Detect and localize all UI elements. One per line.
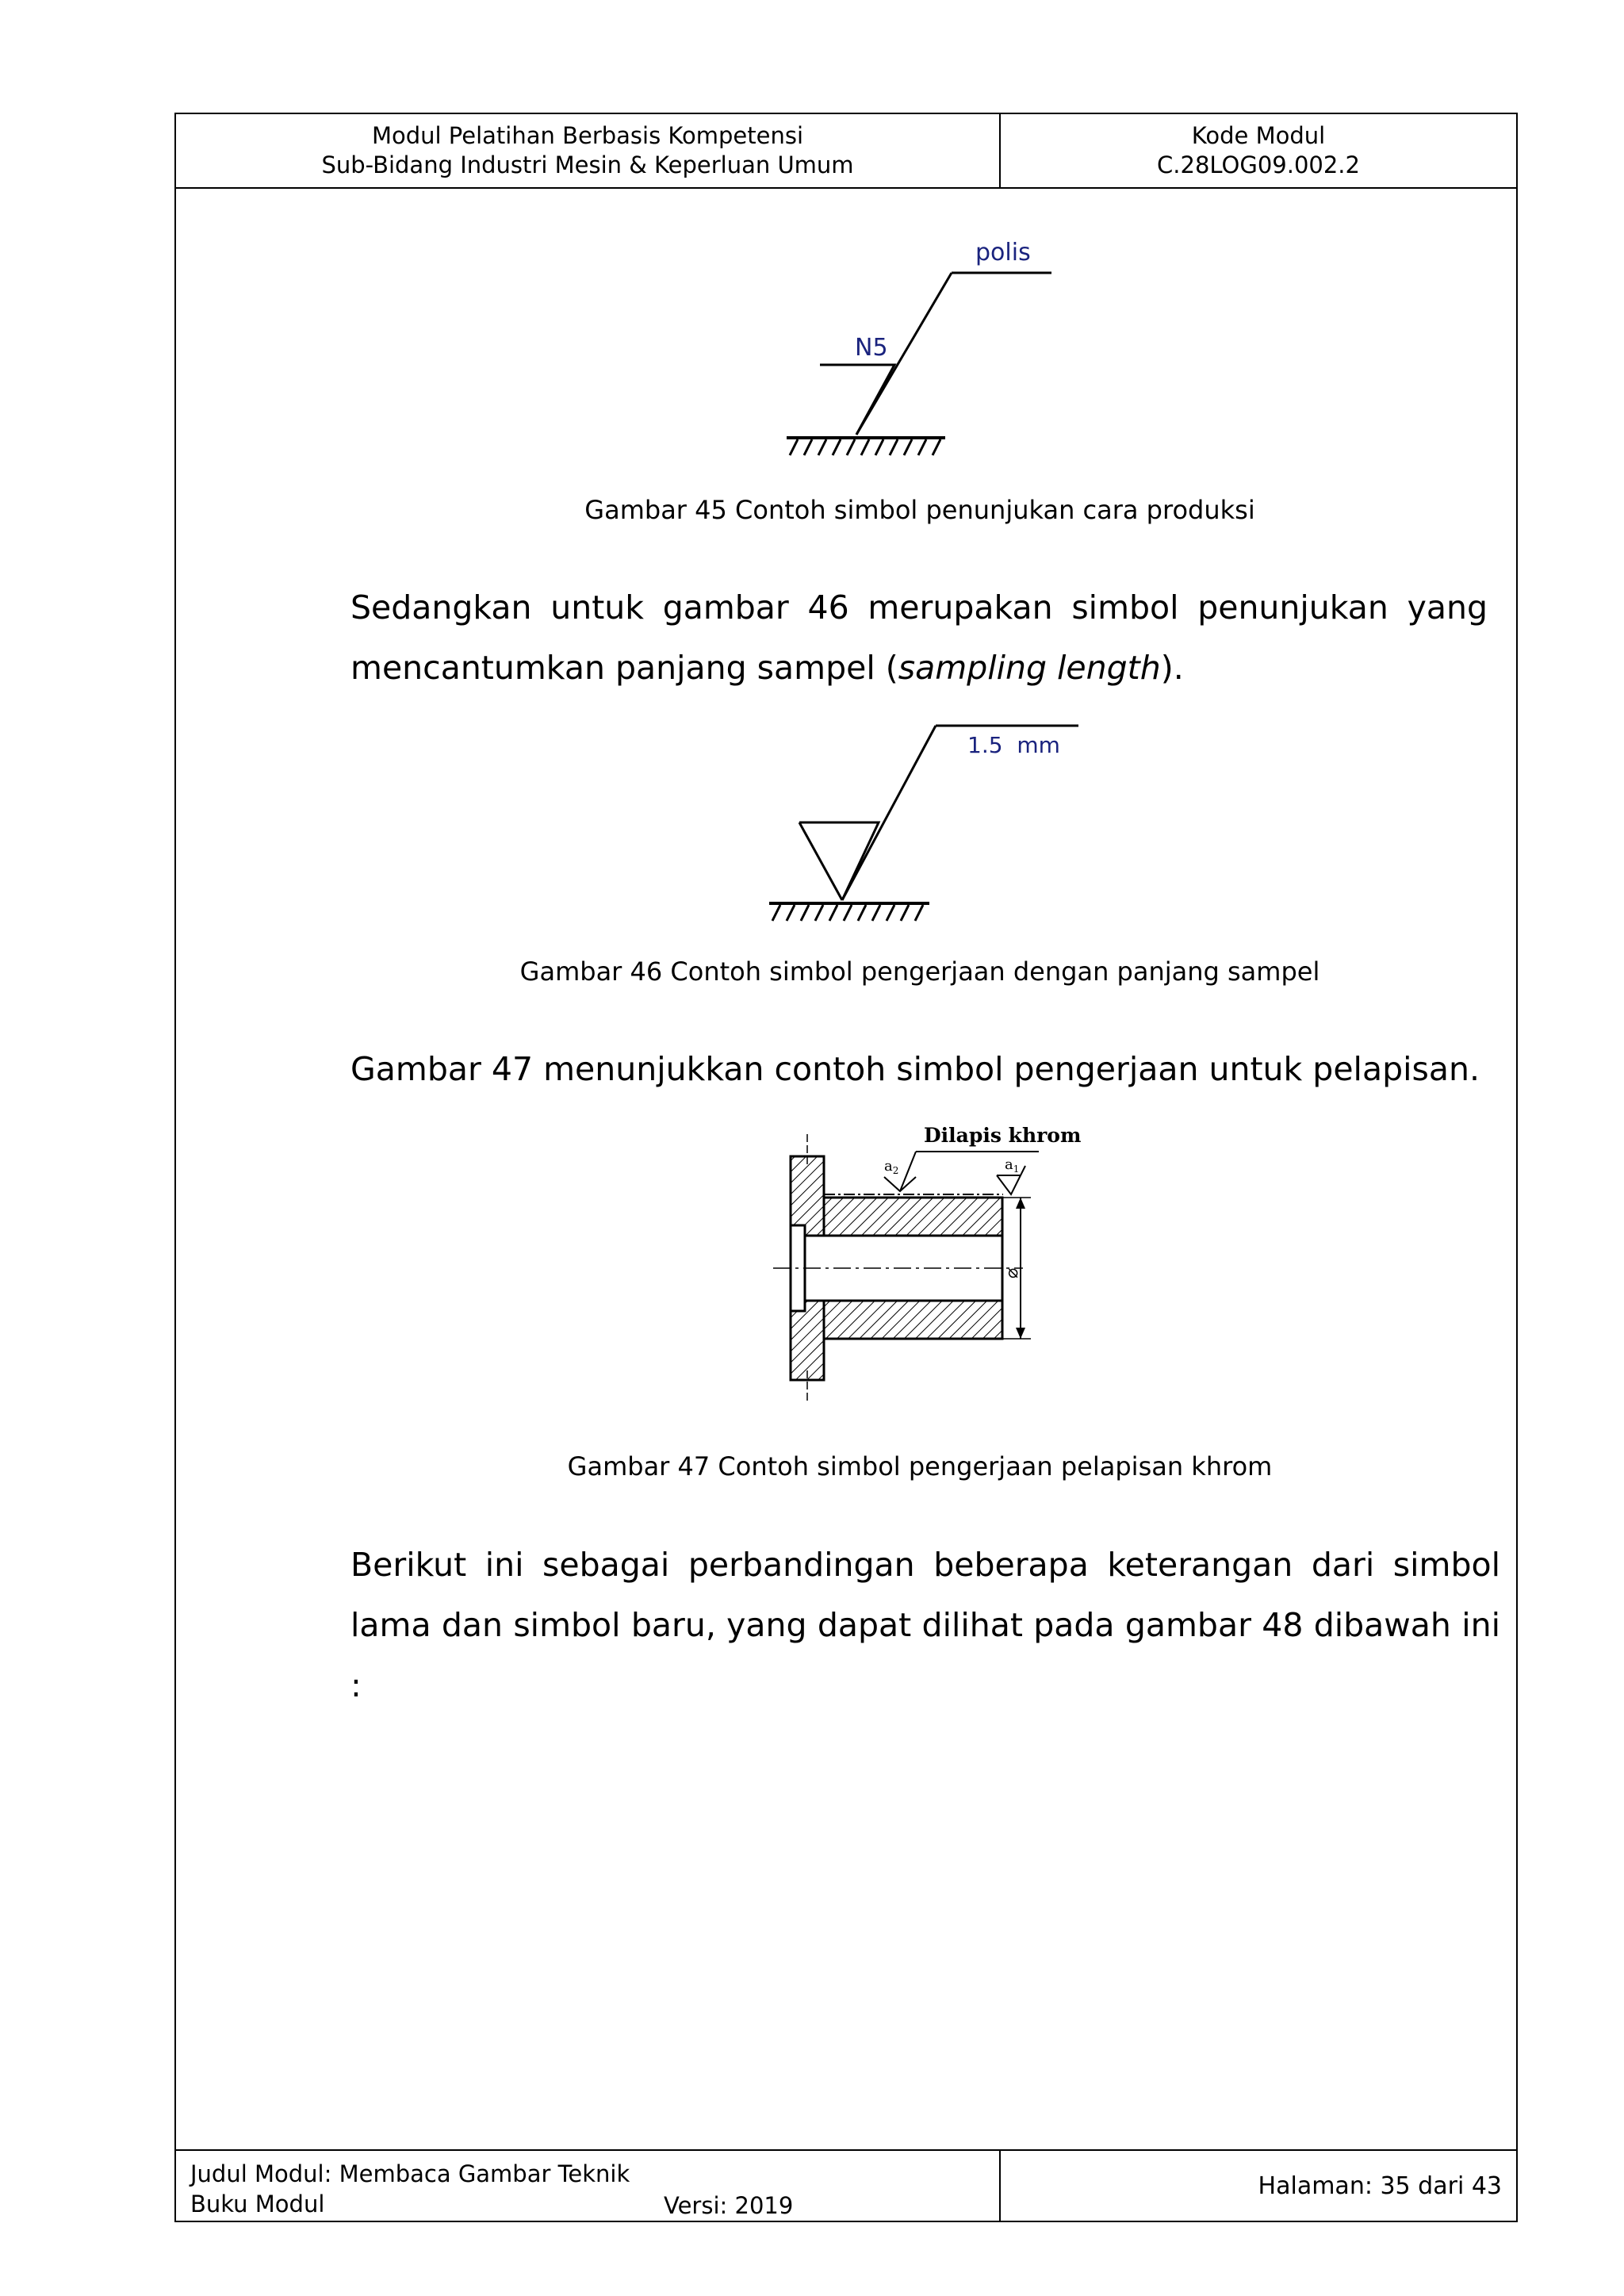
figure-45-label-polis: polis bbox=[975, 239, 1031, 266]
figure-45-caption: Gambar 45 Contoh simbol penunjukan cara produksi bbox=[584, 495, 1255, 525]
footer-version: Versi: 2019 bbox=[664, 2192, 794, 2219]
figure-46-sampling-length-symbol bbox=[761, 718, 1078, 928]
paragraph-sampling-length-end: ). bbox=[1160, 649, 1184, 687]
figure-47-chrome-coating-drawing bbox=[765, 1118, 1082, 1424]
paragraph-sampling-length-italic: sampling length bbox=[898, 649, 1161, 687]
paragraph-sampling-length-text: Sedangkan untuk gambar 46 merupakan simbol penunjukan yang mencantumkan panjang sampel ( bbox=[350, 588, 1488, 687]
paragraph-symbol-comparison bbox=[350, 1535, 1500, 1715]
figure-47-label-coating: Dilapis khrom bbox=[924, 1124, 1082, 1147]
figure-47-label-a1: $a_1$ bbox=[1005, 1156, 1020, 1175]
footer-book-label: Buku Modul bbox=[190, 2191, 325, 2217]
footer-page-number: Halaman: 35 dari 43 bbox=[1258, 2171, 1502, 2200]
header-module-code bbox=[1001, 114, 1516, 187]
header-module-title bbox=[176, 114, 1001, 187]
paragraph-sampling-length bbox=[350, 577, 1488, 698]
page-header bbox=[176, 114, 1516, 189]
header-code-label: Kode Modul bbox=[1191, 122, 1326, 149]
footer-module-title: Judul Modul: Membaca Gambar Teknik bbox=[190, 2160, 630, 2187]
paragraph-symbol-comparison-text: Berikut ini sebagai perbandingan beberapa keterangan dari simbol lama dan simbol baru, yang dapat dilihat pada gambar 48 dibawah ini : bbox=[350, 1546, 1500, 1704]
footer-module-info bbox=[176, 2151, 1001, 2221]
page-footer bbox=[176, 2149, 1516, 2221]
paragraph-coating-intro: Gambar 47 menunjukkan contoh simbol pengerjaan untuk pelapisan. bbox=[350, 1050, 1480, 1088]
header-title-line2: Sub-Bidang Industri Mesin & Keperluan Umum bbox=[321, 151, 854, 178]
figure-47-diameter-icon: ⌀ bbox=[1002, 1267, 1022, 1278]
header-title-line1: Modul Pelatihan Berbasis Kompetensi bbox=[371, 122, 804, 149]
figure-46-label-length: 1.5 mm bbox=[967, 732, 1060, 758]
figure-45-label-n5: N5 bbox=[855, 334, 888, 362]
figure-47-caption: Gambar 47 Contoh simbol pengerjaan pelapisan khrom bbox=[567, 1451, 1273, 1481]
figure-46-caption: Gambar 46 Contoh simbol pengerjaan dengan panjang sampel bbox=[519, 956, 1320, 987]
figure-47-label-a2: $a_2$ bbox=[884, 1158, 899, 1176]
figure-45-surface-symbol bbox=[761, 230, 1078, 468]
header-code-value: C.28LOG09.002.2 bbox=[1157, 151, 1360, 178]
